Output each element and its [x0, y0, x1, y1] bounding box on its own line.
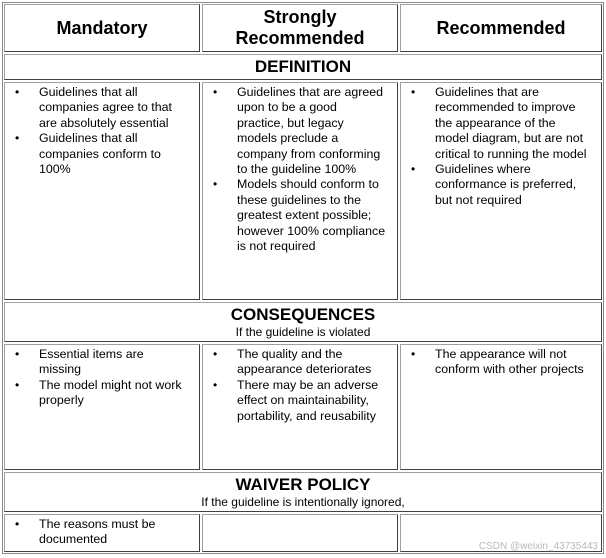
list-item: • There may be an adverse effect on maintainability, portability, and reusability	[213, 378, 387, 424]
list-item: • The model might not work properly	[15, 378, 189, 409]
watermark: CSDN @weixin_43735443	[478, 541, 598, 552]
consequences-strongly-recommended-list	[237, 347, 387, 424]
definition-recommended-list	[435, 85, 591, 208]
section-definition	[4, 54, 602, 80]
list-item: • Guidelines that all companies conform to 100%	[15, 131, 189, 177]
list-item: • The appearance will not conform with other projects	[411, 347, 591, 378]
definition-mandatory-list	[39, 85, 189, 177]
definition-strongly-recommended-cell	[202, 82, 398, 300]
consequences-strongly-recommended-cell	[202, 344, 398, 470]
list-item: • Guidelines where conformance is preferred, but not required	[411, 162, 591, 208]
column-header-recommended	[400, 4, 602, 52]
section-waiver-policy	[4, 472, 602, 512]
consequences-recommended-cell	[400, 344, 602, 470]
column-header-recommended-label: Recommended	[436, 17, 566, 38]
section-consequences-title: CONSEQUENCES	[230, 305, 376, 324]
section-waiver-policy-title: WAIVER POLICY	[235, 475, 371, 494]
waiver-mandatory-cell	[4, 514, 200, 552]
column-header-strongly-recommended	[202, 4, 398, 52]
waiver-mandatory-list	[39, 517, 189, 548]
definition-mandatory-cell	[4, 82, 200, 300]
column-header-mandatory	[4, 4, 200, 52]
list-item: • Guidelines that are recommended to improve the appearance of the model diagram, but are not critical to running the model	[411, 85, 591, 162]
list-item: • Essential items are missing	[15, 347, 189, 378]
consequences-mandatory-list	[39, 347, 189, 409]
definition-recommended-cell	[400, 82, 602, 300]
consequences-mandatory-cell	[4, 344, 200, 470]
consequences-recommended-list	[435, 347, 591, 378]
waiver-strongly-recommended-cell	[202, 514, 398, 552]
list-item: • The quality and the appearance deteriorates	[213, 347, 387, 378]
list-item: • Guidelines that are agreed upon to be a good practice, but legacy models preclude a company from conforming to the guideline 100%	[213, 85, 387, 177]
section-definition-title: DEFINITION	[254, 57, 352, 76]
list-item: • Models should conform to these guidelines to the greatest extent possible; however 100% compliance is not required	[213, 177, 387, 254]
definition-strongly-recommended-list	[237, 85, 387, 254]
section-waiver-policy-subtitle: If the guideline is intentionally ignored,	[201, 495, 405, 509]
section-consequences-subtitle: If the guideline is violated	[235, 325, 371, 339]
column-header-strongly-recommended-label: Strongly Recommended	[235, 7, 365, 48]
list-item: • The reasons must be documented	[15, 517, 189, 548]
section-consequences	[4, 302, 602, 342]
list-item: • Guidelines that all companies agree to that are absolutely essential	[15, 85, 189, 131]
column-header-mandatory-label: Mandatory	[56, 17, 148, 38]
